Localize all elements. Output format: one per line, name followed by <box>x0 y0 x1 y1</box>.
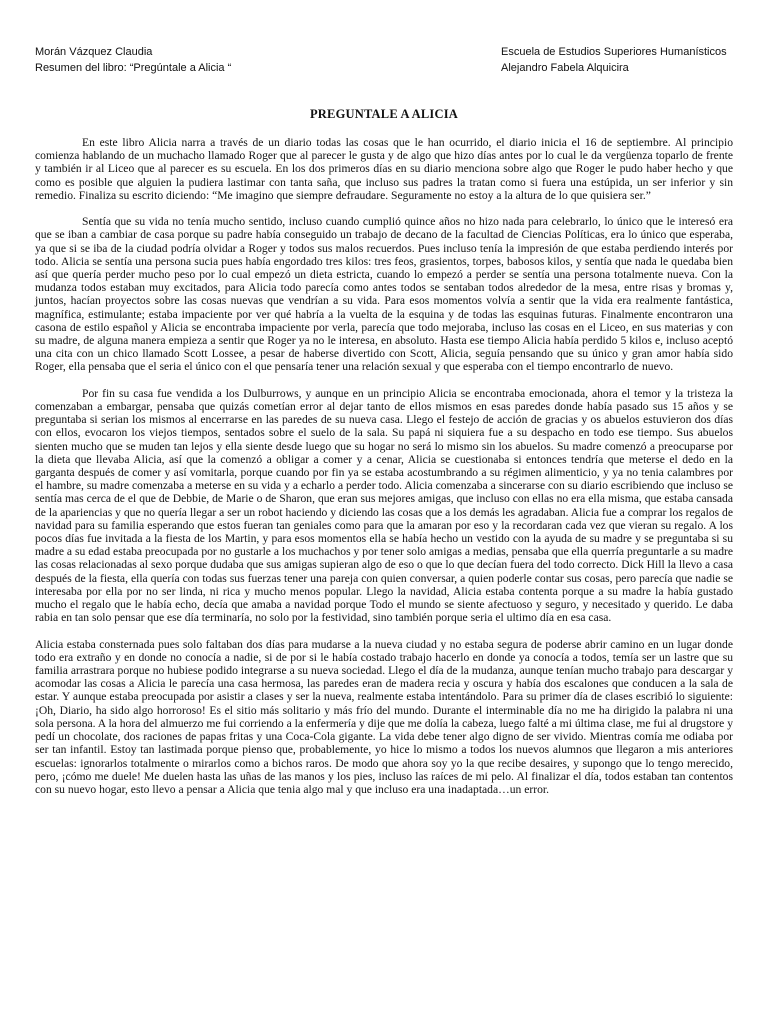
author-name: Morán Vázquez Claudia <box>35 46 153 58</box>
document-title: PREGUNTALE A ALICIA <box>309 107 459 121</box>
paragraph-1: En este libro Alicia narra a través de un diario todas las cosas que le han ocurrido, el diario inicia el 16 de septiembre. Al principio comienza hablando de un muchacho llamado Roger que al parecer le gusta y de algo que hizo días antes por lo cual le da vergüenza toparlo de frente y también ir al Liceo que al parecer es su escuela. En los dos primeros días en su diario menciona sobre algo que Roger le pudo haber hecho y que como es posible que alguien la pudiera lastimar con tanta saña, que incluso sus padres la tratan como si fuera una estúpida, un ser inferior y sin remedio. Finaliza su escrito diciendo: “Me imagino que siempre defraudare. Seguramente no estoy a la altura de lo que quisiera ser.” <box>35 136 733 202</box>
paragraph-2: Sentía que su vida no tenía mucho sentido, incluso cuando cumplió quince años no hizo nada para celebrarlo, lo único que le interesó era que se iban a cambiar de casa porque su padre había conseguido un trabajo de decano de la facultad de Ciencias Políticas, era lo único que esperaba, ya que si se iba de la ciudad podría olvidar a Roger y todos sus malos recuerdos. Pues incluso tenía la impresión de que estaba perdiendo interés por todo. Alicia se sentía una persona sucia pues había engordado tres kilos: tres feos, grasientos, torpes, babosos kilos, y sentía que nada le quedaba bien así que quería perder mucho peso por lo cual empezó un dieta estricta, cuando lo empezó a perder se sentía una persona totalmente nueva. Con la mudanza todos estaban muy excitados, para Alicia todo parecía como antes todos se sentaban todos alrededor de la mesa, entre risas y bromas y, juntos, hacían proyectos sobre las cosas nuevas que vendrían a su vida. Para esos momentos volvía a sentir que la vida era realmente fantástica, magnífica, estimulante; estaba impaciente por ver qué habría a la vuelta de la esquina y de todas las esquinas futuras. Finalmente encontraron una casona de estilo español y Alicia se encontraba impaciente por verla, parecía que todo mejoraba, incluso las cosas en el Liceo, en sus materias y con su madre, de alguna manera empieza a sentir que Roger ya no le interesa, en absoluto. Hasta ese tiempo Alicia había perdido 5 kilos e, incluso aceptó una cita con un chico llamado Scott Lossee, a pesar de haberse divertido con Scott, Alicia, seguía pensando que su único y gran amor había sido Roger, ella pensaba que el seria el único con el que pensaría tener una relación sexual y que esperaba con el tiempo encontrarlo de nuevo. <box>35 215 733 374</box>
school-name: Escuela de Estudios Superiores Humanísticos <box>501 46 727 58</box>
header-left-block <box>35 44 231 76</box>
header-right-block <box>501 44 727 76</box>
document-subject: Resumen del libro: “Pregúntale a Alicia “ <box>35 62 232 74</box>
paragraph-4: Alicia estaba consternada pues solo faltaban dos días para mudarse a la nueva ciudad y no estaba segura de poderse abrir camino en un lugar donde todo era extraño y en donde no conocía a nadie, si de por si le había costado trabajo hacerlo en donde ya conocía a todos, temía ser un lastre que su familia arrastrara porque no hubiese podido integrarse a su nueva sociedad. Llego el día de la mudanza, aunque tenían mucho trabajo para descargar y acomodar las cosas a Alicia le parecía una casa hermosa, las paredes eran de madera recia y oscura y había dos escalones que conducen a la sala de estar. Y aunque estaba preocupada por asistir a clases y ser la nueva, realmente estaba intentándolo. Para su primer día de clases escribió lo siguiente: ¡Oh, Diario, ha sido algo horroroso! Es el sitio más solitario y más frío del mundo. Durante el interminable día no me ha dirigido la palabra ni una sola persona. A la hora del almuerzo me fui corriendo a la enfermería y dije que me dolía la cabeza, luego falté a mi última clase, me fui al drugstore y pedí un chocolate, dos raciones de papas fritas y una Coca-Cola gigante. La vida debe tener algo digno de ser vivido. Mientras comía me odiaba por ser tan infantil. Estoy tan lastimada porque pienso que, probablemente, yo hice lo mismo a todos los nuevos alumnos que llegaron a mis anteriores escuelas: ignorarlos totalmente o mirarlos como a bichos raros. De modo que ahora soy yo la que recibe desaires, y supongo que lo tengo merecido, pero, ¡cómo me duele! Me duelen hasta las uñas de las manos y los pies, incluso las raíces de mi pelo. Al finalizar el día, todos estaban tan contentos con su nuevo hogar, esto llevo a pensar a Alicia que tenia algo mal y que incluso era una inadaptada…un error. <box>35 637 733 796</box>
paragraph-3: Por fin su casa fue vendida a los Dulburrows, y aunque en un principio Alicia se encontraba emocionada, ahora el temor y la tristeza la comenzaban a embargar, pensaba que quizás cometían error al dejar tanto de ellos mismos en esas paredes donde había pasado sus 15 años y se preguntaba si serian los mismos al encerrarse en las paredes de su nueva casa. Llego el festejo de acción de gracias y os abuelos estuvieron dos días con ellos, evocaron los viejos tiempos, sentados sobre el suelo de la sala. Su papá ni siquiera fue a su despacho en todo ese tiempo. Sus abuelos sienten mucho que se muden tan lejos y ella siente desde luego que su hogar no será lo mismo sin los abuelos. Su madre comenzó a preocuparse por la dieta que llevaba Alicia, así que la comenzó a obligar a comer y a cenar, Alicia se cuestionaba si entonces tendría que meterse el dedo en la garganta después de comer y así vomitarla, porque cuando por fin ya se estaba acostumbrando a su régimen alimenticio, y ya no tenia calambres por el hambre, su madre comenzaba a meterse en su vida y a echarlo a perder todo. Alicia comenzaba a sincerarse con su diario escribiendo que incluso se sentía mas cerca de el que de Debbie, de Marie o de Sharon, que eran sus mejores amigas, que incluso con ellas no era ella misma, que estaba cansada de la apariencias y que no quería llegar a ser un robot haciendo y diciendo las cosas que a los demás les agradaban. Alicia fue a comprar los regalos de navidad para su familia esperando que estos fueran tan geniales como para que la amaran por eso y la recordaran cada vez que vieran su regalo. A los pocos días fue invitada a la fiesta de los Martin, y para esos momentos ella se había hecho un vestido con la ayuda de su madre y se preguntaba si su madre a su edad estaba preocupada por no gustarle a los muchachos y por tener solo amigas a medias, pensaba que ella querría preguntarle a su madre las cosas relacionadas al sexo porque dudaba que sus amigas supieran algo de eso o que lo que decían fuera del todo correcto. Dick Hill la llevo a casa después de la fiesta, ella quería con todas sus fuerzas tener una pareja con quien conversar, a quien poderle contar sus cosas, pero parecía que nadie se interesaba por ella por no ser linda, ni rica y mucho menos popular. Llego la navidad, Alicia estaba contenta porque a su madre la había gustado mucho el regalo que le había echo, decía que amaba a navidad porque Todo el mundo se siente afectuoso y seguro, y necesitado y querido. Le daba rabia en tan solo pensar que ese día terminaría, no solo por la festividad, sino también porque seria el ultimo día en esa casa. <box>35 386 733 625</box>
document-body <box>35 136 733 796</box>
teacher-name: Alejandro Fabela Alquicira <box>501 62 629 74</box>
